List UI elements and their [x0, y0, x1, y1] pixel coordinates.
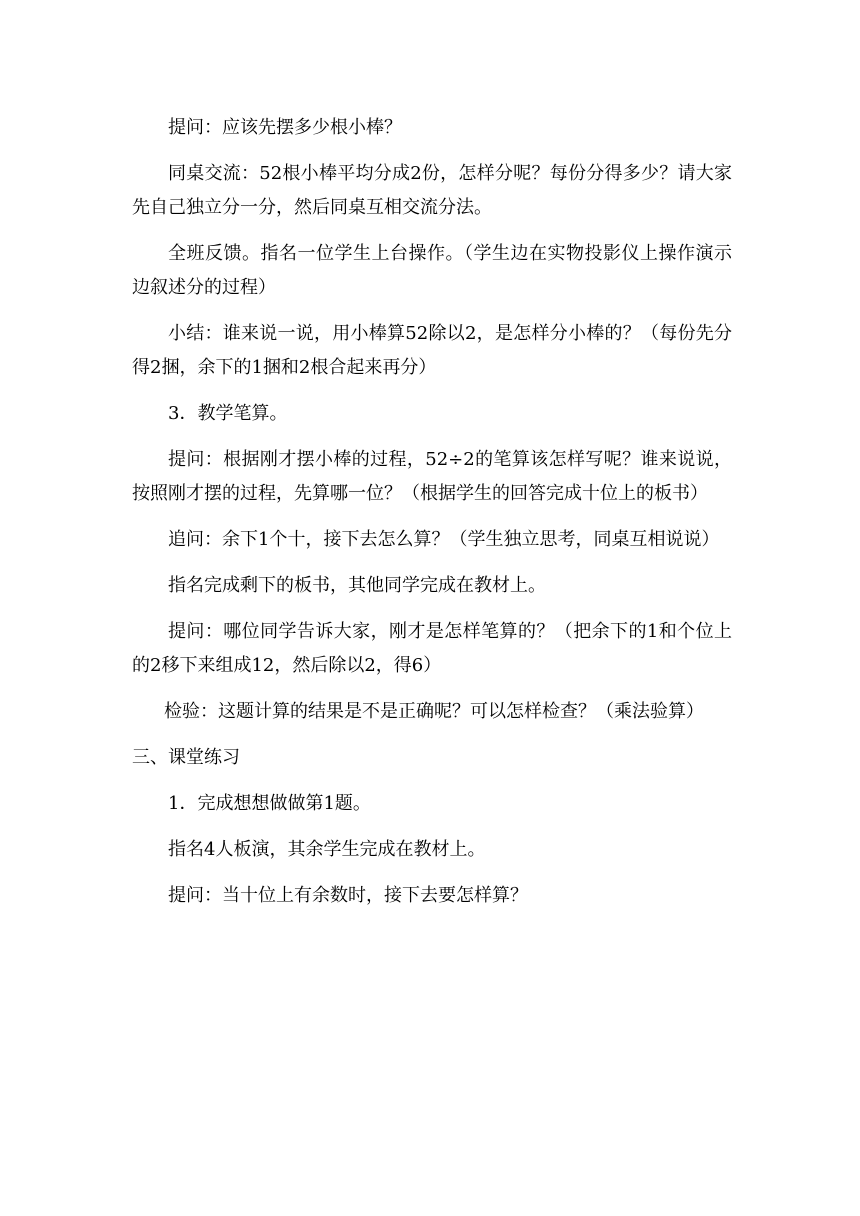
paragraph-class-feedback: 全班反馈。指名一位学生上台操作。（学生边在实物投影仪上操作演示边叙述分的过程）: [132, 243, 732, 298]
paragraph-question-sticks: 提问：应该先摆多少根小棒？: [168, 117, 402, 138]
paragraph-verification: 检验：这题计算的结果是不是正确呢？可以怎样检查？（乘法验算）: [164, 701, 704, 722]
paragraph-exercise-1: 1．完成想想做做第1题。: [168, 793, 371, 814]
paragraph-desk-exchange: 同桌交流：52根小棒平均分成2份，怎样分呢？每份分得多少？请大家先自己独立分一分，然后同桌互相交流分法。: [132, 163, 732, 218]
paragraph-finish-board: 指名完成剩下的板书，其他同学完成在教材上。: [168, 575, 546, 596]
document-body: [132, 111, 732, 913]
paragraph-question-remainder: 提问：当十位上有余数时，接下去要怎样算？: [168, 885, 528, 906]
paragraph-question-written: 提问：根据刚才摆小棒的过程，52÷2的笔算该怎样写呢？谁来说说，按照刚才摆的过程，先算哪一位？（根据学生的回答完成十位上的板书）: [132, 449, 732, 504]
paragraph-follow-up: 追问：余下1个十，接下去怎么算？（学生独立思考，同桌互相说说）: [168, 529, 720, 550]
paragraph-board-demo: 指名4人板演，其余学生完成在教材上。: [168, 839, 486, 860]
paragraph-question-how: 提问：哪位同学告诉大家，刚才是怎样笔算的？（把余下的1和个位上的2移下来组成12，然后除以2，得6）: [132, 621, 732, 676]
paragraph-teach-written-calc: 3．教学笔算。: [168, 403, 288, 424]
paragraph-summary: 小结：谁来说一说，用小棒算52除以2，是怎样分小棒的？（每份先分得2捆，余下的1捆和2根合起来再分）: [132, 323, 732, 378]
section-heading-practice: 三、课堂练习: [132, 747, 240, 768]
